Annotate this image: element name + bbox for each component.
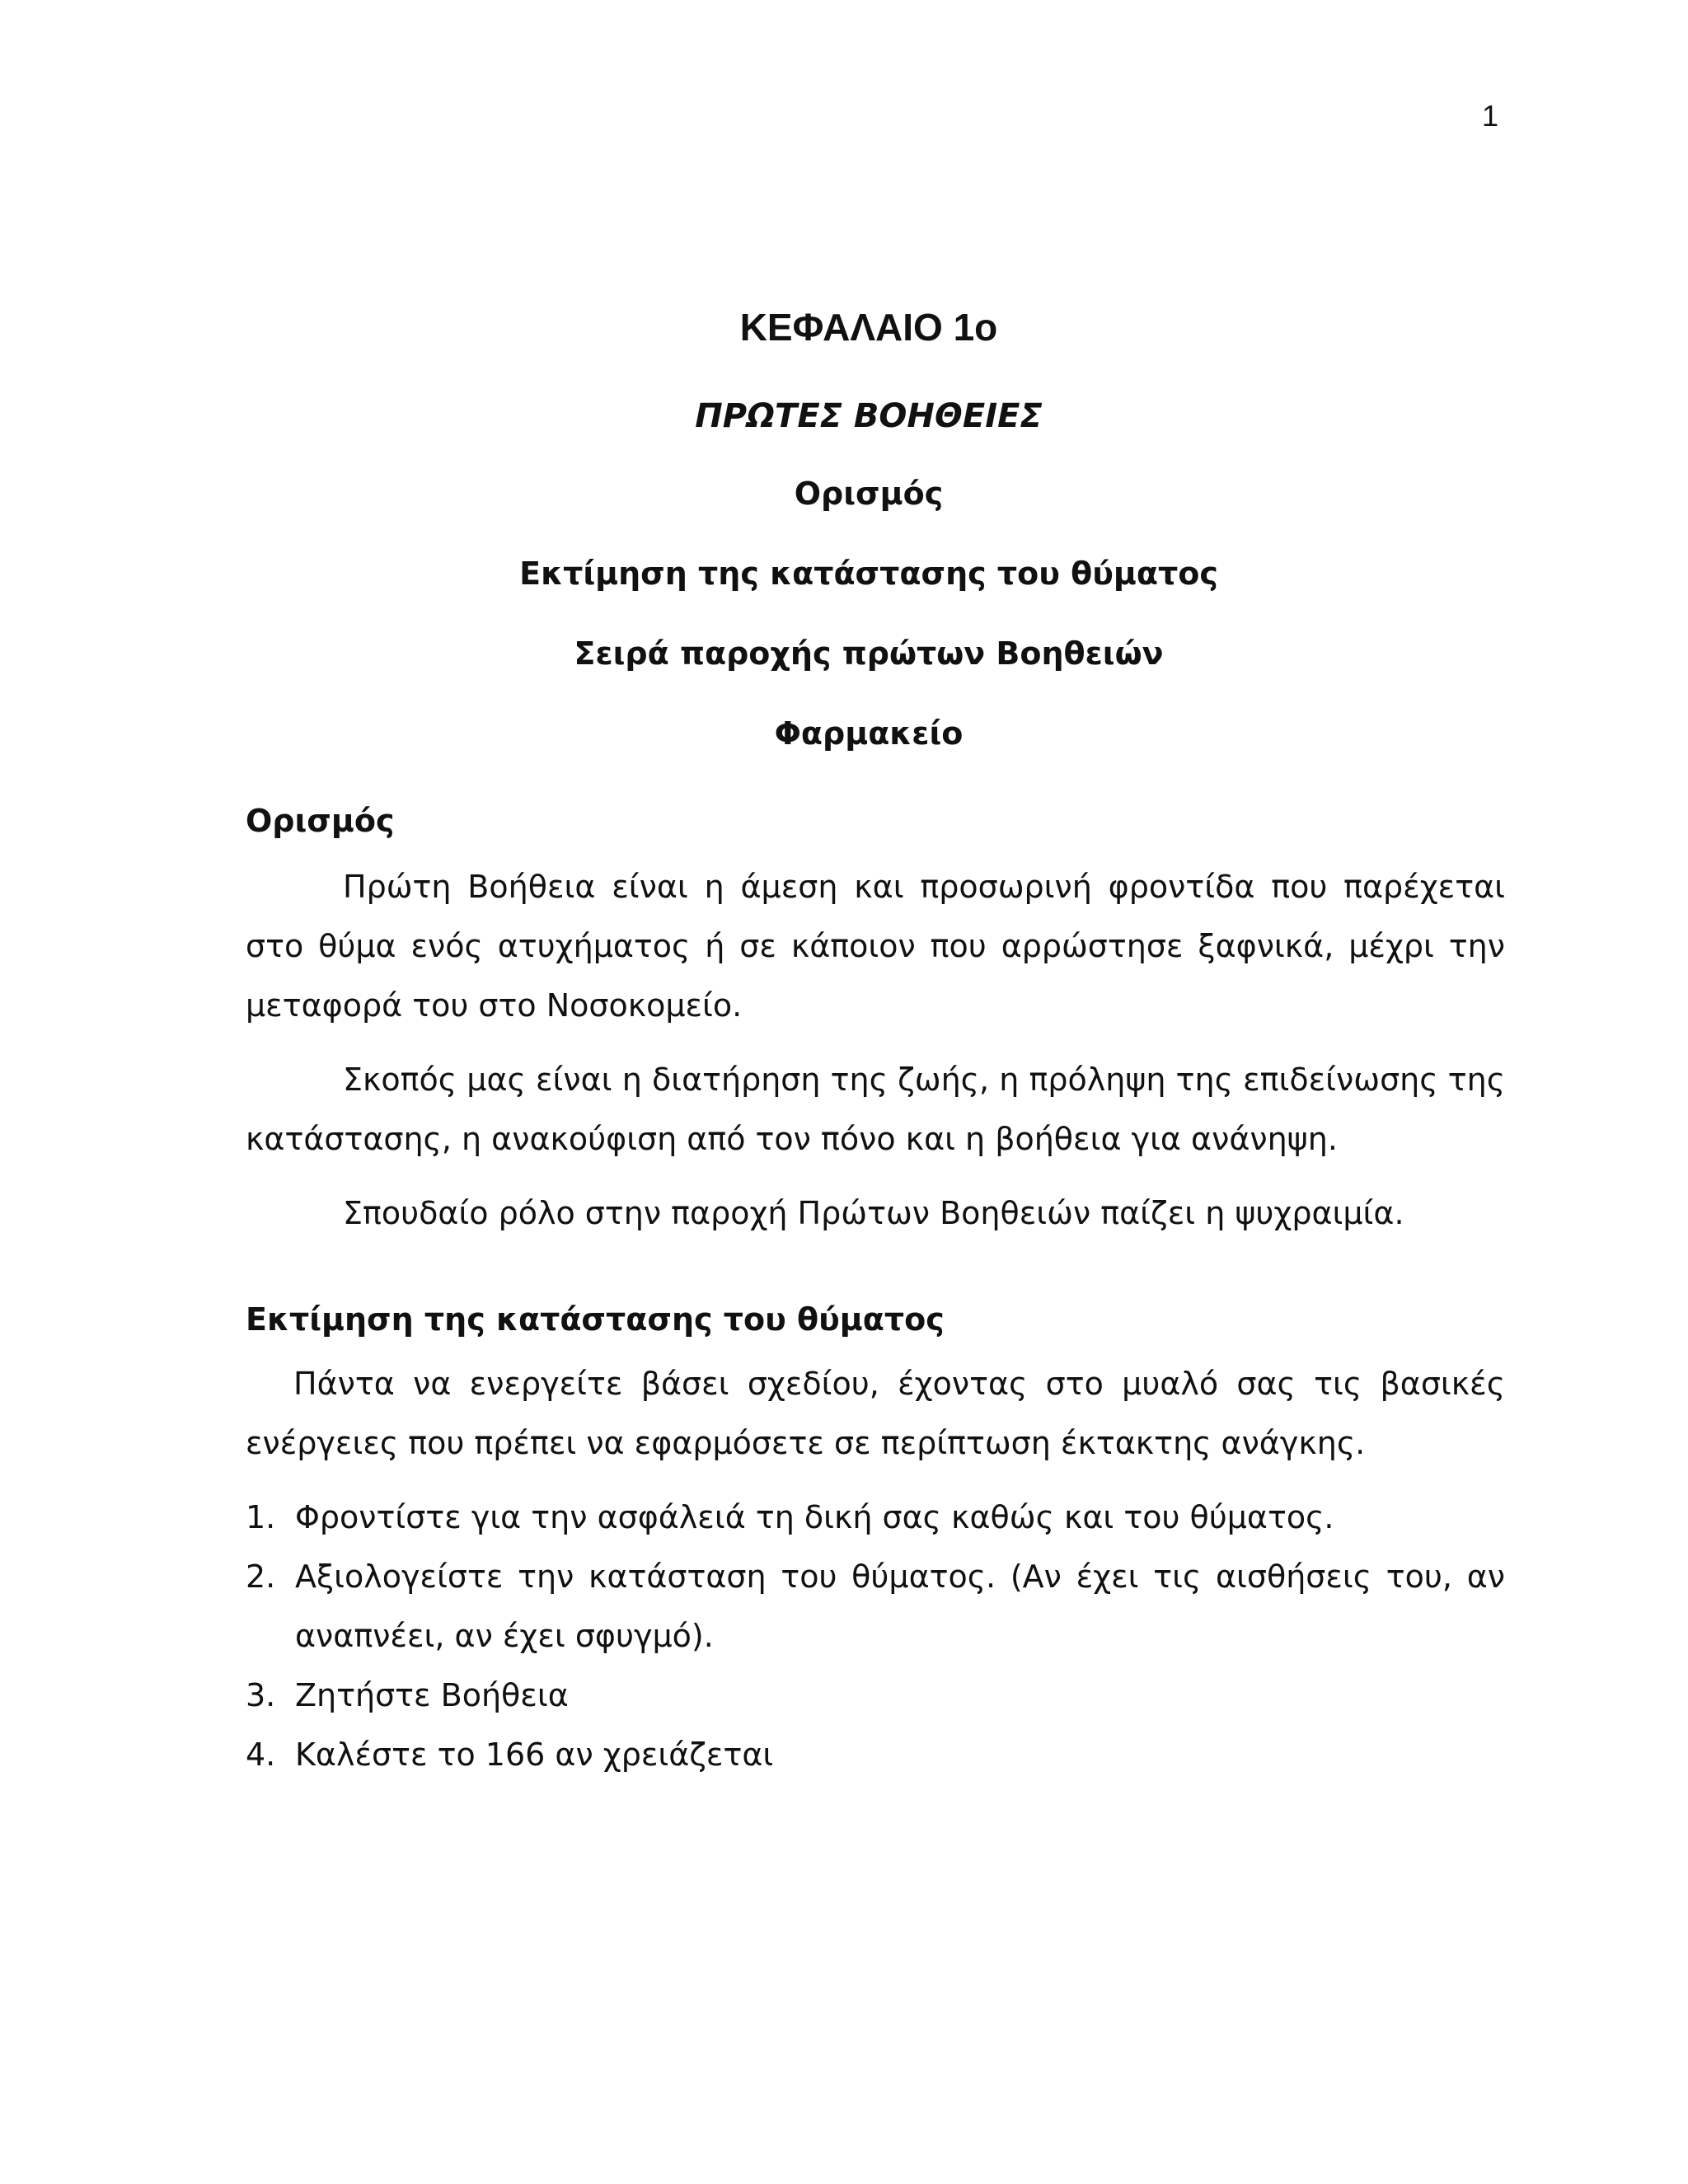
toc-item: Φαρμακείο [774,715,964,752]
definition-heading: Ορισμός [246,803,395,839]
definition-paragraph: Σπουδαίο ρόλο στην παροχή Πρώτων Βοηθειών παίζει η ψυχραιμία. [343,1195,1404,1231]
list-item [246,1725,1505,1784]
list-item-text: Φροντίστε για την ασφάλειά τη δική σας καθώς και του θύματος. [295,1499,1334,1535]
assessment-steps-list [246,1488,1505,1784]
list-item-number: 3. [246,1677,276,1713]
definition-section [246,791,1505,1243]
list-item-text: Καλέστε το 166 αν χρειάζεται [295,1736,774,1773]
list-item-number: 2. [246,1558,276,1595]
list-item-text: Αξιολογείστε την κατάσταση του θύματος. (Αν έχει τις αισθήσεις του, αν αναπνέει, αν έχει σφυγμό). [295,1558,1505,1654]
definition-paragraph: Σκοπός μας είναι η διατήρηση της ζωής, η πρόληψη της επιδείνωσης της κατάστασης, η ανακούφιση από τον πόνο και η βοήθεια για ανάνηψη. [246,1062,1505,1157]
chapter-subject: ΠΡΩΤΕΣ ΒΟΗΘΕΙΕΣ [695,397,1043,435]
list-item-number: 1. [246,1499,276,1535]
list-item [246,1488,1505,1547]
list-item-number: 4. [246,1736,276,1773]
toc-item: Σειρά παροχής πρώτων Βοηθειών [574,635,1164,672]
chapter-title: ΚΕΦΑΛΑΙΟ 1ο [739,306,998,349]
toc-item: Ορισμός [794,476,944,512]
list-item [246,1547,1505,1666]
assessment-section [246,1290,1505,1784]
assessment-intro: Πάντα να ενεργείτε βάσει σχεδίου, έχοντας στο μυαλό σας τις βασικές ενέργειες που πρέπει να εφαρμόσετε σε περίπτωση έκτακτης ανάγκης. [246,1366,1505,1461]
chapter-title-block [0,305,1688,794]
toc-item: Εκτίμηση της κατάστασης του θύματος [519,555,1218,592]
list-item [246,1666,1505,1725]
list-item-text: Ζητήστε Βοήθεια [295,1677,569,1713]
definition-paragraph: Πρώτη Βοήθεια είναι η άμεση και προσωρινή φροντίδα που παρέχεται στο θύμα ενός ατυχήματος ή σε κάποιον που αρρώστησε ξαφνικά, μέχρι την μεταφορά του στο Νοσοκομείο. [246,869,1505,1024]
assessment-heading: Εκτίμηση της κατάστασης του θύματος [246,1301,945,1338]
page-number: 1 [1481,99,1498,133]
